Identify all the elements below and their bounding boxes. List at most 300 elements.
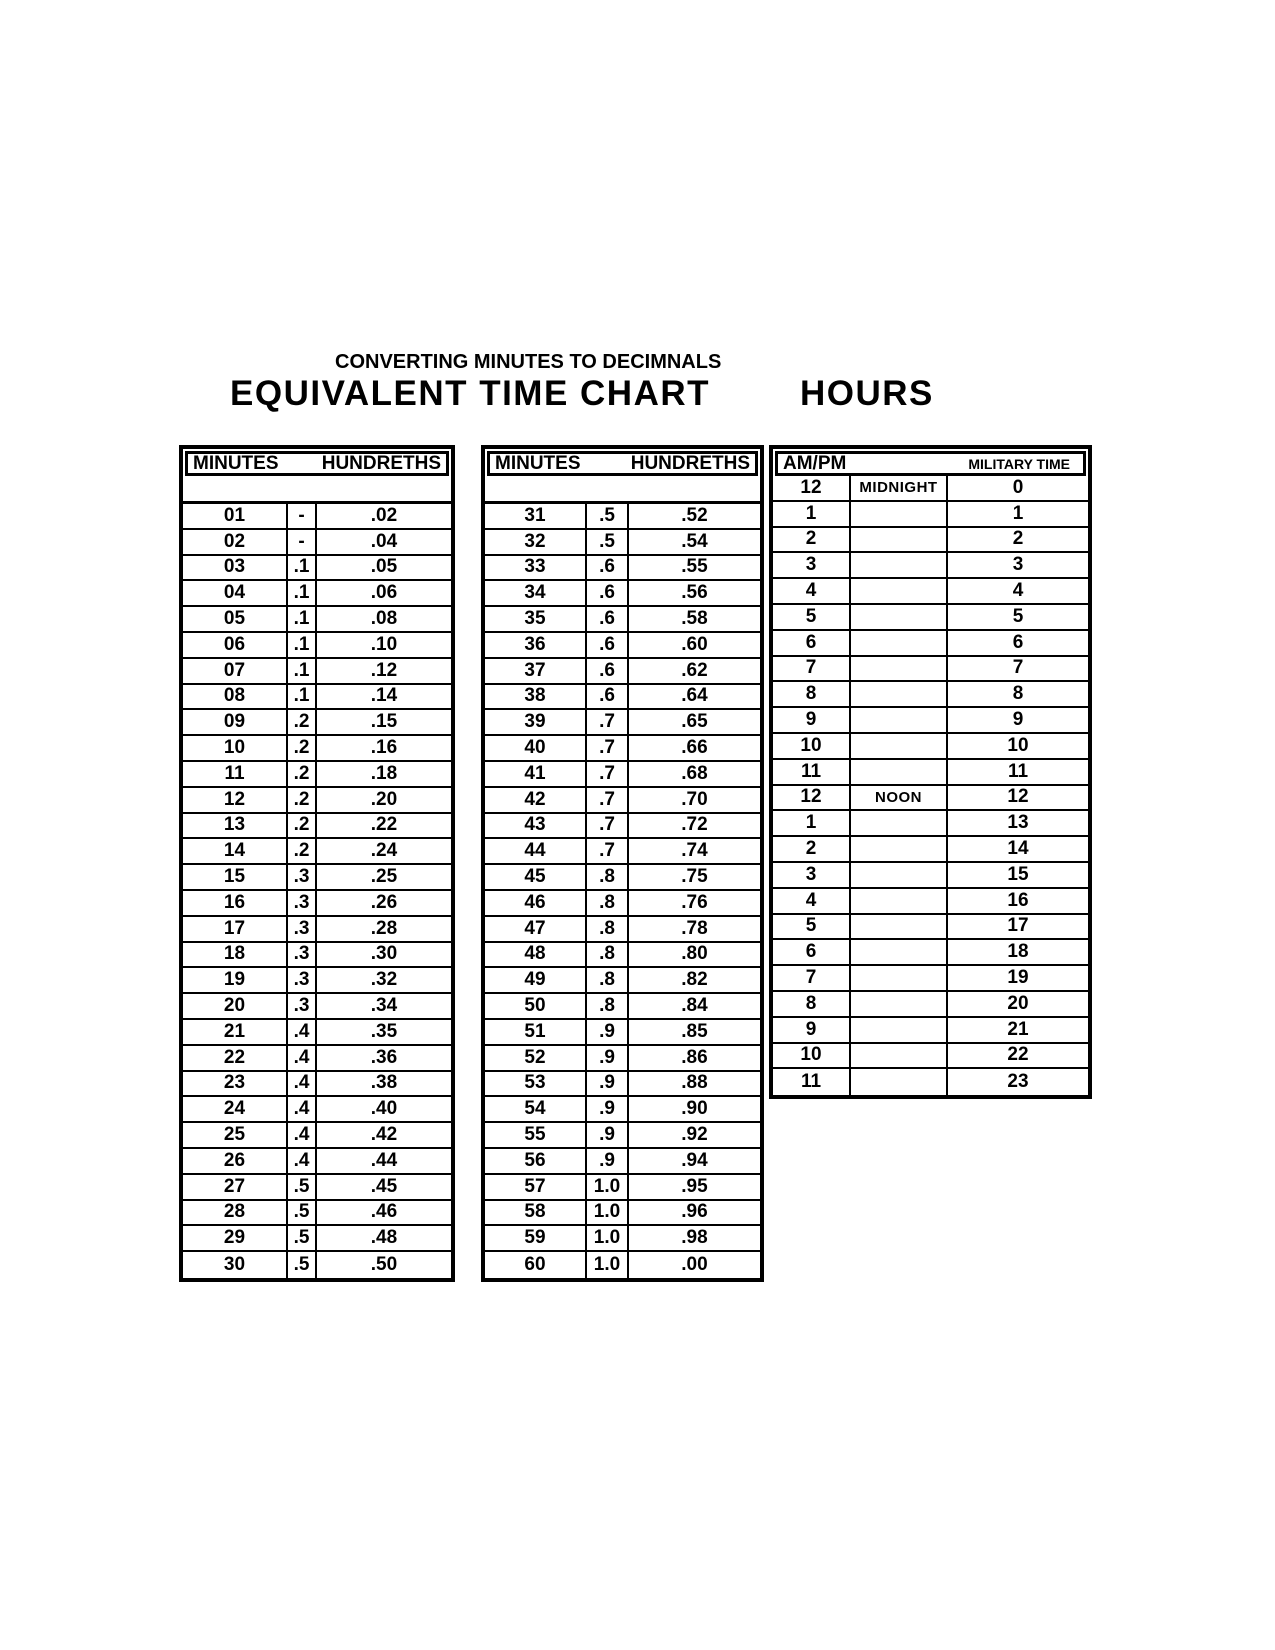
hundreths-cell: .20 — [370, 788, 398, 810]
hundreths-cell: .78 — [681, 917, 708, 939]
table-row — [485, 994, 760, 1020]
table-row — [183, 788, 451, 814]
table-row — [183, 1020, 451, 1046]
col-header-minutes: MINUTES — [193, 452, 279, 474]
minutes-cell: 25 — [183, 1123, 288, 1147]
ampm-hour-cell: 8 — [773, 682, 851, 706]
hundreths-cell: .32 — [370, 969, 398, 991]
table-row — [773, 1018, 1088, 1044]
midnight-noon-label-cell — [851, 863, 948, 887]
table-row — [773, 502, 1088, 528]
tenths-cell: .6 — [587, 556, 629, 580]
military-hour-cell: 14 — [1007, 838, 1029, 860]
military-hour-cell: 7 — [1012, 657, 1024, 679]
tenths-cell: - — [288, 504, 317, 528]
table-row — [773, 476, 1088, 502]
tenths-cell: .1 — [288, 556, 317, 580]
minutes-cell: 06 — [183, 633, 288, 657]
table-header — [487, 451, 758, 476]
minutes-cell: 22 — [183, 1046, 288, 1070]
hundreths-cell: .34 — [370, 995, 398, 1017]
table-row — [773, 631, 1088, 657]
minutes-cell: 04 — [183, 581, 288, 605]
tenths-cell: .8 — [587, 994, 629, 1018]
page-title: EQUIVALENT TIME CHART — [230, 374, 711, 413]
table-header — [775, 451, 1086, 476]
minutes-table-1 — [179, 445, 455, 1282]
ampm-hour-cell: 3 — [773, 863, 851, 887]
midnight-noon-label-cell — [851, 631, 948, 655]
military-hour-cell: 16 — [1007, 889, 1029, 911]
hundreths-cell: .74 — [681, 840, 708, 862]
table-row — [485, 1175, 760, 1201]
hundreths-cell: .60 — [681, 633, 708, 655]
military-hour-cell: 13 — [1007, 812, 1029, 834]
tenths-cell: .4 — [288, 1046, 317, 1070]
hundreths-cell: .00 — [681, 1254, 708, 1275]
table-row — [773, 837, 1088, 863]
hundreths-cell: .96 — [681, 1201, 708, 1223]
tenths-cell: .5 — [587, 504, 629, 528]
midnight-noon-label-cell — [851, 1069, 948, 1095]
minutes-cell: 50 — [485, 994, 587, 1018]
table-row — [183, 710, 451, 736]
hundreths-cell: .82 — [681, 969, 708, 991]
minutes-cell: 27 — [183, 1175, 288, 1199]
hundreths-cell: .84 — [681, 995, 708, 1017]
hundreths-cell: .64 — [681, 685, 708, 707]
tenths-cell: .1 — [288, 581, 317, 605]
ampm-hour-cell: 5 — [773, 915, 851, 939]
table-row — [485, 685, 760, 711]
table-row — [485, 504, 760, 530]
minutes-cell: 51 — [485, 1020, 587, 1044]
midnight-noon-label-cell — [851, 579, 948, 603]
tenths-cell: .4 — [288, 1072, 317, 1096]
tenths-cell: .8 — [587, 891, 629, 915]
tenths-cell: .8 — [587, 968, 629, 992]
table-row — [183, 1072, 451, 1098]
military-hour-cell: 11 — [1007, 760, 1029, 782]
tenths-cell: .5 — [288, 1252, 317, 1278]
tenths-cell: .5 — [587, 530, 629, 554]
col-header-hundreths: HUNDRETHS — [630, 452, 750, 474]
hours-section-title: HOURS — [800, 374, 934, 413]
tenths-cell: .9 — [587, 1097, 629, 1121]
minutes-cell: 40 — [485, 736, 587, 760]
ampm-hour-cell: 10 — [773, 1044, 851, 1068]
minutes-cell: 23 — [183, 1072, 288, 1096]
hundreths-cell: .26 — [370, 891, 398, 913]
minutes-cell: 55 — [485, 1123, 587, 1147]
tenths-cell: .3 — [288, 891, 317, 915]
minutes-cell: 54 — [485, 1097, 587, 1121]
minutes-table-2 — [481, 445, 764, 1282]
military-hour-cell: 23 — [1007, 1071, 1029, 1093]
tenths-cell: .9 — [587, 1046, 629, 1070]
tenths-cell: 1.0 — [587, 1201, 629, 1225]
table-row — [485, 633, 760, 659]
tenths-cell: .8 — [587, 917, 629, 941]
hundreths-cell: .30 — [370, 943, 398, 965]
tenths-cell: .7 — [587, 762, 629, 786]
hundreths-cell: .75 — [681, 866, 708, 888]
hundreths-cell: .18 — [370, 762, 398, 784]
hundreths-cell: .46 — [370, 1201, 398, 1223]
tenths-cell: .4 — [288, 1123, 317, 1147]
tenths-cell: .9 — [587, 1149, 629, 1173]
minutes-cell: 14 — [183, 839, 288, 863]
hundreths-cell: .15 — [370, 711, 398, 733]
table-body — [773, 476, 1088, 1095]
minutes-cell: 17 — [183, 917, 288, 941]
minutes-cell: 18 — [183, 943, 288, 967]
table-row — [773, 811, 1088, 837]
hundreths-cell: .58 — [681, 608, 708, 630]
midnight-noon-label-cell — [851, 889, 948, 913]
hundreths-cell: .05 — [370, 556, 398, 578]
table-row — [773, 889, 1088, 915]
minutes-cell: 02 — [183, 530, 288, 554]
hundreths-cell: .10 — [370, 633, 398, 655]
military-hour-cell: 17 — [1007, 915, 1029, 937]
hundreths-cell: .72 — [681, 814, 708, 836]
minutes-cell: 48 — [485, 943, 587, 967]
table-row — [485, 1226, 760, 1252]
minutes-cell: 56 — [485, 1149, 587, 1173]
table-row — [773, 940, 1088, 966]
minutes-cell: 44 — [485, 839, 587, 863]
tenths-cell: .7 — [587, 814, 629, 838]
table-row — [485, 607, 760, 633]
table-row — [183, 581, 451, 607]
military-hour-cell: 10 — [1007, 734, 1029, 756]
military-hour-cell: 12 — [1007, 786, 1029, 808]
tenths-cell: 1.0 — [587, 1175, 629, 1199]
hundreths-cell: .08 — [370, 608, 398, 630]
table-row — [773, 682, 1088, 708]
hundreths-cell: .66 — [681, 737, 708, 759]
midnight-noon-label-cell — [851, 502, 948, 526]
military-hour-cell: 19 — [1007, 967, 1029, 989]
minutes-cell: 08 — [183, 685, 288, 709]
ampm-hour-cell: 7 — [773, 657, 851, 681]
minutes-cell: 41 — [485, 762, 587, 786]
tenths-cell: 1.0 — [587, 1226, 629, 1250]
minutes-cell: 24 — [183, 1097, 288, 1121]
minutes-cell: 34 — [485, 581, 587, 605]
midnight-noon-label-cell — [851, 940, 948, 964]
table-row — [183, 839, 451, 865]
table-row — [183, 943, 451, 969]
table-row — [773, 657, 1088, 683]
ampm-hour-cell: 9 — [773, 708, 851, 732]
tenths-cell: - — [288, 530, 317, 554]
minutes-cell: 11 — [183, 762, 288, 786]
tenths-cell: .7 — [587, 710, 629, 734]
hundreths-cell: .65 — [681, 711, 708, 733]
table-body — [183, 504, 451, 1278]
hundreths-cell: .25 — [370, 866, 398, 888]
hundreths-cell: .76 — [681, 891, 708, 913]
minutes-cell: 03 — [183, 556, 288, 580]
tenths-cell: .6 — [587, 581, 629, 605]
midnight-noon-label-cell: MIDNIGHT — [851, 476, 948, 500]
table-row — [183, 607, 451, 633]
hundreths-cell: .12 — [370, 659, 398, 681]
tenths-cell: .9 — [587, 1123, 629, 1147]
table-row — [485, 1046, 760, 1072]
table-row — [773, 760, 1088, 786]
midnight-noon-label-cell — [851, 734, 948, 758]
tenths-cell: .3 — [288, 917, 317, 941]
table-row — [183, 736, 451, 762]
tenths-cell: .7 — [587, 736, 629, 760]
table-row — [183, 762, 451, 788]
ampm-hour-cell: 2 — [773, 837, 851, 861]
hundreths-cell: .44 — [370, 1149, 398, 1171]
minutes-cell: 60 — [485, 1252, 587, 1278]
table-row — [773, 579, 1088, 605]
hundreths-cell: .52 — [681, 504, 708, 526]
table-row — [485, 788, 760, 814]
table-row — [773, 992, 1088, 1018]
blank-row — [485, 476, 760, 504]
tenths-cell: .4 — [288, 1097, 317, 1121]
ampm-hour-cell: 1 — [773, 502, 851, 526]
minutes-cell: 49 — [485, 968, 587, 992]
minutes-cell: 57 — [485, 1175, 587, 1199]
hundreths-cell: .86 — [681, 1046, 708, 1068]
hundreths-cell: .80 — [681, 943, 708, 965]
tenths-cell: .7 — [587, 839, 629, 863]
minutes-cell: 35 — [485, 607, 587, 631]
hundreths-cell: .02 — [370, 504, 398, 526]
military-hour-cell: 9 — [1012, 709, 1024, 731]
table-row — [485, 1252, 760, 1278]
table-row — [773, 528, 1088, 554]
tenths-cell: .6 — [587, 685, 629, 709]
table-row — [183, 1226, 451, 1252]
minutes-cell: 16 — [183, 891, 288, 915]
tenths-cell: .2 — [288, 710, 317, 734]
minutes-cell: 30 — [183, 1252, 288, 1278]
minutes-cell: 26 — [183, 1149, 288, 1173]
table-row — [485, 891, 760, 917]
ampm-hour-cell: 1 — [773, 811, 851, 835]
table-row — [183, 685, 451, 711]
military-hour-cell: 18 — [1007, 941, 1029, 963]
hundreths-cell: .24 — [370, 840, 398, 862]
military-hour-cell: 22 — [1007, 1044, 1029, 1066]
table-row — [773, 553, 1088, 579]
minutes-cell: 59 — [485, 1226, 587, 1250]
military-hour-cell: 4 — [1012, 580, 1024, 602]
military-hour-cell: 8 — [1012, 683, 1024, 705]
hundreths-cell: .56 — [681, 582, 708, 604]
hundreths-cell: .62 — [681, 659, 708, 681]
table-row — [773, 915, 1088, 941]
minutes-cell: 36 — [485, 633, 587, 657]
minutes-cell: 12 — [183, 788, 288, 812]
midnight-noon-label-cell — [851, 605, 948, 629]
tenths-cell: .4 — [288, 1149, 317, 1173]
ampm-hour-cell: 12 — [773, 476, 851, 500]
table-row — [183, 1123, 451, 1149]
minutes-cell: 32 — [485, 530, 587, 554]
minutes-cell: 28 — [183, 1201, 288, 1225]
table-row — [485, 968, 760, 994]
military-hour-cell: 0 — [1012, 476, 1024, 498]
military-hour-cell: 5 — [1012, 605, 1024, 627]
table-body — [485, 504, 760, 1278]
hundreths-cell: .54 — [681, 530, 708, 552]
hundreths-cell: .38 — [370, 1072, 398, 1094]
tenths-cell: .3 — [288, 968, 317, 992]
hundreths-cell: .14 — [370, 685, 398, 707]
table-row — [773, 1069, 1088, 1095]
tenths-cell: .1 — [288, 607, 317, 631]
midnight-noon-label-cell: NOON — [851, 786, 948, 810]
minutes-cell: 45 — [485, 865, 587, 889]
table-row — [485, 814, 760, 840]
table-row — [773, 863, 1088, 889]
hundreths-cell: .94 — [681, 1149, 708, 1171]
ampm-hour-cell: 11 — [773, 1069, 851, 1095]
table-row — [183, 891, 451, 917]
table-row — [485, 530, 760, 556]
tenths-cell: .9 — [587, 1072, 629, 1096]
tenths-cell: 1.0 — [587, 1252, 629, 1278]
minutes-cell: 47 — [485, 917, 587, 941]
midnight-noon-label-cell — [851, 708, 948, 732]
midnight-noon-label-cell — [851, 1044, 948, 1068]
hundreths-cell: .92 — [681, 1124, 708, 1146]
hundreths-cell: .42 — [370, 1124, 398, 1146]
military-hour-cell: 15 — [1007, 863, 1029, 885]
table-row — [183, 1252, 451, 1278]
table-row — [773, 734, 1088, 760]
minutes-cell: 09 — [183, 710, 288, 734]
table-row — [183, 1149, 451, 1175]
table-row — [485, 1123, 760, 1149]
minutes-cell: 37 — [485, 659, 587, 683]
tenths-cell: .3 — [288, 994, 317, 1018]
midnight-noon-label-cell — [851, 657, 948, 681]
col-header-military-time: MILITARY TIME — [968, 455, 1070, 472]
tenths-cell: .8 — [587, 943, 629, 967]
hundreths-cell: .35 — [370, 1020, 398, 1042]
tenths-cell: .6 — [587, 659, 629, 683]
minutes-cell: 15 — [183, 865, 288, 889]
midnight-noon-label-cell — [851, 553, 948, 577]
table-row — [183, 633, 451, 659]
minutes-cell: 46 — [485, 891, 587, 915]
hundreths-cell: .16 — [370, 737, 398, 759]
tenths-cell: .1 — [288, 659, 317, 683]
table-row — [485, 1201, 760, 1227]
tenths-cell: .6 — [587, 633, 629, 657]
ampm-hour-cell: 12 — [773, 786, 851, 810]
table-row — [773, 786, 1088, 812]
midnight-noon-label-cell — [851, 966, 948, 990]
table-row — [183, 1175, 451, 1201]
table-row — [485, 710, 760, 736]
minutes-cell: 58 — [485, 1201, 587, 1225]
table-row — [485, 556, 760, 582]
minutes-cell: 39 — [485, 710, 587, 734]
table-row — [183, 504, 451, 530]
midnight-noon-label-cell — [851, 811, 948, 835]
ampm-hour-cell: 6 — [773, 631, 851, 655]
hundreths-cell: .90 — [681, 1098, 708, 1120]
ampm-hour-cell: 11 — [773, 760, 851, 784]
minutes-cell: 20 — [183, 994, 288, 1018]
hundreths-cell: .85 — [681, 1020, 708, 1042]
table-row — [485, 865, 760, 891]
table-row — [485, 917, 760, 943]
minutes-cell: 21 — [183, 1020, 288, 1044]
military-hour-cell: 21 — [1007, 1018, 1029, 1040]
minutes-cell: 29 — [183, 1226, 288, 1250]
hundreths-cell: .88 — [681, 1072, 708, 1094]
ampm-hour-cell: 6 — [773, 940, 851, 964]
minutes-cell: 43 — [485, 814, 587, 838]
blank-row — [183, 476, 451, 504]
hundreths-cell: .68 — [681, 762, 708, 784]
tenths-cell: .5 — [288, 1175, 317, 1199]
table-row — [183, 865, 451, 891]
table-row — [183, 1201, 451, 1227]
minutes-cell: 07 — [183, 659, 288, 683]
table-row — [485, 1072, 760, 1098]
minutes-cell: 05 — [183, 607, 288, 631]
ampm-hour-cell: 5 — [773, 605, 851, 629]
table-row — [183, 814, 451, 840]
table-row — [485, 839, 760, 865]
minutes-cell: 52 — [485, 1046, 587, 1070]
tenths-cell: .1 — [288, 633, 317, 657]
military-hour-cell: 6 — [1012, 631, 1024, 653]
ampm-hour-cell: 4 — [773, 889, 851, 913]
military-hour-cell: 1 — [1012, 502, 1024, 524]
midnight-noon-label-cell — [851, 837, 948, 861]
midnight-noon-label-cell — [851, 992, 948, 1016]
table-row — [773, 605, 1088, 631]
tenths-cell: .2 — [288, 736, 317, 760]
military-hour-cell: 20 — [1007, 992, 1029, 1014]
table-header — [185, 451, 449, 476]
minutes-cell: 01 — [183, 504, 288, 528]
minutes-cell: 42 — [485, 788, 587, 812]
minutes-cell: 13 — [183, 814, 288, 838]
military-hour-cell: 2 — [1012, 528, 1024, 550]
hundreths-cell: .55 — [681, 556, 708, 578]
hundreths-cell: .95 — [681, 1175, 708, 1197]
table-row — [183, 556, 451, 582]
minutes-cell: 19 — [183, 968, 288, 992]
minutes-cell: 33 — [485, 556, 587, 580]
table-row — [183, 994, 451, 1020]
military-hour-cell: 3 — [1012, 554, 1024, 576]
table-row — [485, 1097, 760, 1123]
hundreths-cell: .40 — [370, 1098, 398, 1120]
hundreths-cell: .50 — [370, 1254, 398, 1275]
table-row — [183, 1046, 451, 1072]
ampm-hour-cell: 7 — [773, 966, 851, 990]
table-row — [485, 1020, 760, 1046]
midnight-noon-label-cell — [851, 760, 948, 784]
